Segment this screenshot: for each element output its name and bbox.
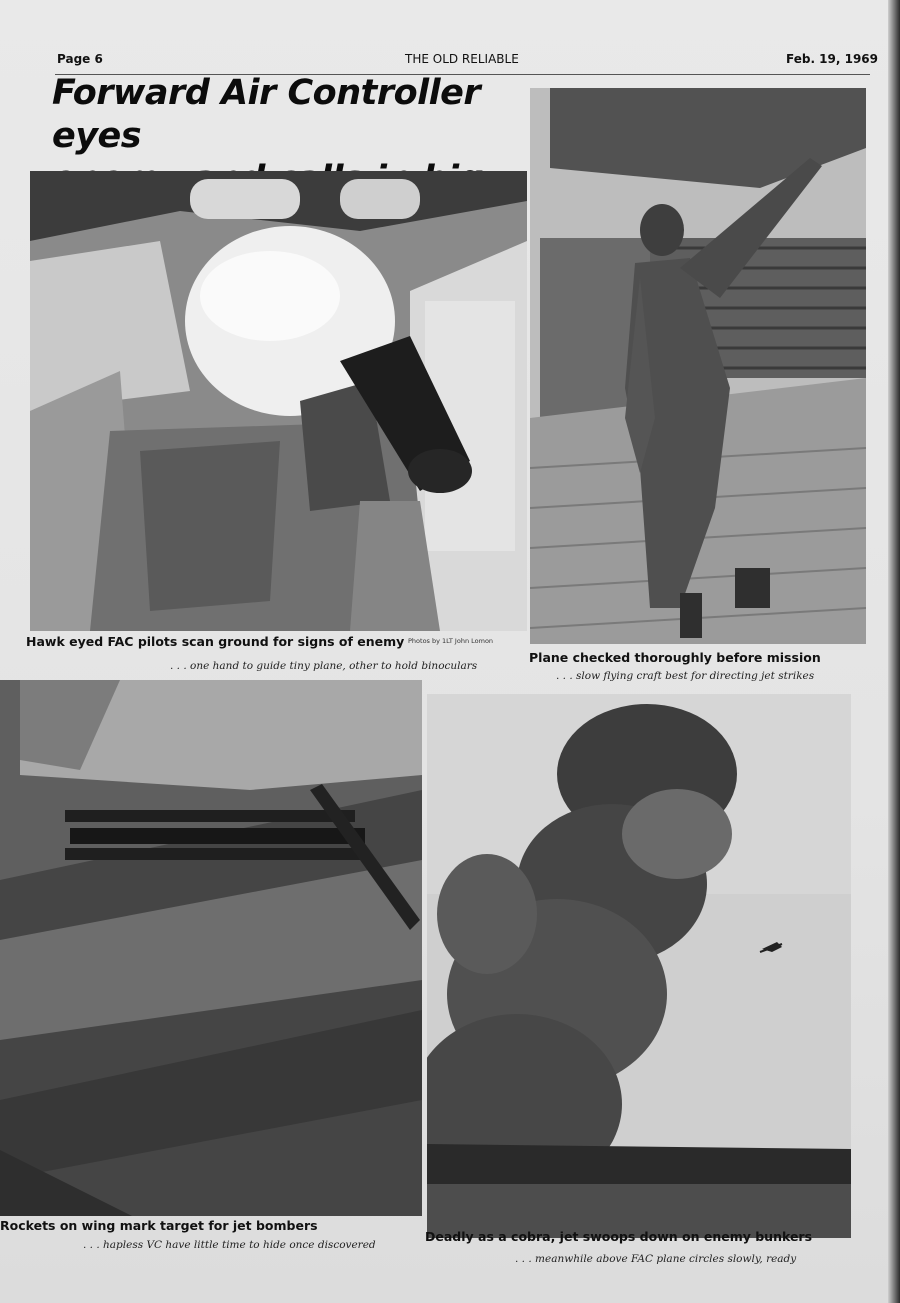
subcaption-photo-1: . . . one hand to guide tiny plane, other to hold binoculars xyxy=(170,660,478,672)
newspaper-name: THE OLD RELIABLE xyxy=(405,52,519,66)
caption-photo-3: Rockets on wing mark target for jet bombers xyxy=(0,1218,318,1233)
photo-pilot-binoculars xyxy=(30,171,527,631)
subcaption-photo-2: . . . slow flying craft best for directing jet strikes xyxy=(556,670,815,682)
subcaption-photo-4: . . . meanwhile above FAC plane circles slowly, ready xyxy=(515,1253,797,1265)
page-edge-shadow xyxy=(888,0,900,1303)
caption-photo-1: Hawk eyed FAC pilots scan ground for signs of enemy xyxy=(26,634,405,649)
photo-plane-check xyxy=(530,88,866,644)
photo-credit: Photos by 1LT John Lomon xyxy=(408,637,494,645)
headline-line-1: Forward Air Controller eyes xyxy=(52,73,481,156)
subcaption-photo-3: . . . hapless VC have little time to hide once discovered xyxy=(83,1239,376,1251)
photo-wing-rockets xyxy=(0,680,422,1216)
page-number: Page 6 xyxy=(57,52,103,66)
caption-photo-2: Plane checked thoroughly before mission xyxy=(529,650,821,665)
issue-date: Feb. 19, 1969 xyxy=(786,52,879,66)
photo-smoke-jet xyxy=(427,694,851,1238)
caption-photo-4: Deadly as a cobra, jet swoops down on enemy bunkers xyxy=(425,1229,813,1244)
